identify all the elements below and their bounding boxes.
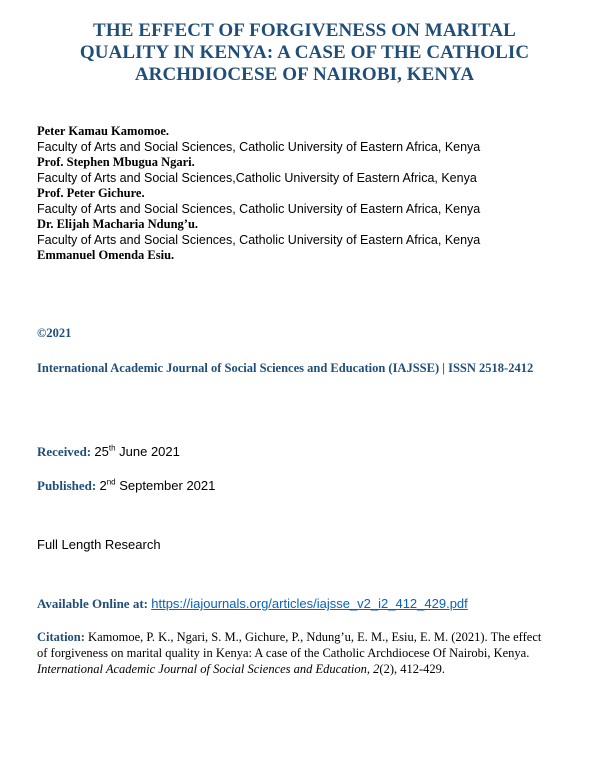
author-affiliation: Faculty of Arts and Social Sciences, Catholic University of Eastern Africa, Kenya bbox=[37, 139, 481, 154]
received-date bbox=[37, 444, 180, 460]
published-day: 2 bbox=[99, 478, 107, 493]
article-type: Full Length Research bbox=[37, 537, 161, 552]
citation bbox=[37, 629, 551, 677]
author-name: Emmanuel Omenda Esiu. bbox=[37, 248, 175, 262]
available-label: Available Online at: bbox=[37, 596, 148, 611]
author-name: Dr. Elijah Macharia Ndung’u. bbox=[37, 217, 199, 231]
author-affiliation: Faculty of Arts and Social Sciences,Catholic University of Eastern Africa, Kenya bbox=[37, 170, 477, 185]
citation-text: The effect of forgiveness on marital quality in Kenya: A case of the Catholic Archdiocese Of Nairobi, Kenya. bbox=[37, 630, 542, 660]
title-line-2: QUALITY IN KENYA: A CASE OF THE CATHOLIC bbox=[79, 42, 530, 63]
title-line-3: ARCHDIOCESE OF NAIROBI, KENYA bbox=[134, 64, 475, 85]
copyright: ©2021 bbox=[37, 326, 72, 340]
received-suffix: th bbox=[108, 443, 116, 453]
available-online bbox=[37, 596, 468, 612]
author-name: Peter Kamau Kamomoe. bbox=[37, 124, 170, 138]
received-day: 25 bbox=[94, 444, 109, 459]
paper-title bbox=[40, 20, 569, 86]
author-name: Prof. Peter Gichure. bbox=[37, 186, 145, 200]
title-line-1: THE EFFECT OF FORGIVENESS ON MARITAL bbox=[93, 20, 516, 41]
received-rest: June 2021 bbox=[115, 444, 180, 459]
author-list bbox=[37, 124, 577, 264]
citation-label: Citation: bbox=[37, 630, 85, 644]
published-rest: September 2021 bbox=[115, 478, 216, 493]
received-label: Received: bbox=[37, 444, 92, 459]
citation-issue-pages: (2), 412-429. bbox=[379, 662, 446, 676]
citation-authors: Kamomoe, P. K., Ngari, S. M., Gichure, P., Ndung’u, E. M., Esiu, E. M. (2021). bbox=[84, 630, 491, 644]
journal-info: International Academic Journal of Social Sciences and Education (IAJSSE) | ISSN 2518-2412 bbox=[37, 361, 534, 375]
published-suffix: nd bbox=[106, 477, 116, 487]
author-affiliation: Faculty of Arts and Social Sciences, Catholic University of Eastern Africa, Kenya bbox=[37, 201, 481, 216]
citation-journal: International Academic Journal of Social Sciences and Education, 2 bbox=[37, 662, 380, 676]
author-name: Prof. Stephen Mbugua Ngari. bbox=[37, 155, 195, 169]
published-label: Published: bbox=[37, 478, 97, 493]
author-affiliation: Faculty of Arts and Social Sciences, Catholic University of Eastern Africa, Kenya bbox=[37, 232, 481, 247]
article-url-link[interactable]: https://iajournals.org/articles/iajsse_v2_i2_412_429.pdf bbox=[151, 596, 468, 611]
published-date bbox=[37, 478, 215, 494]
